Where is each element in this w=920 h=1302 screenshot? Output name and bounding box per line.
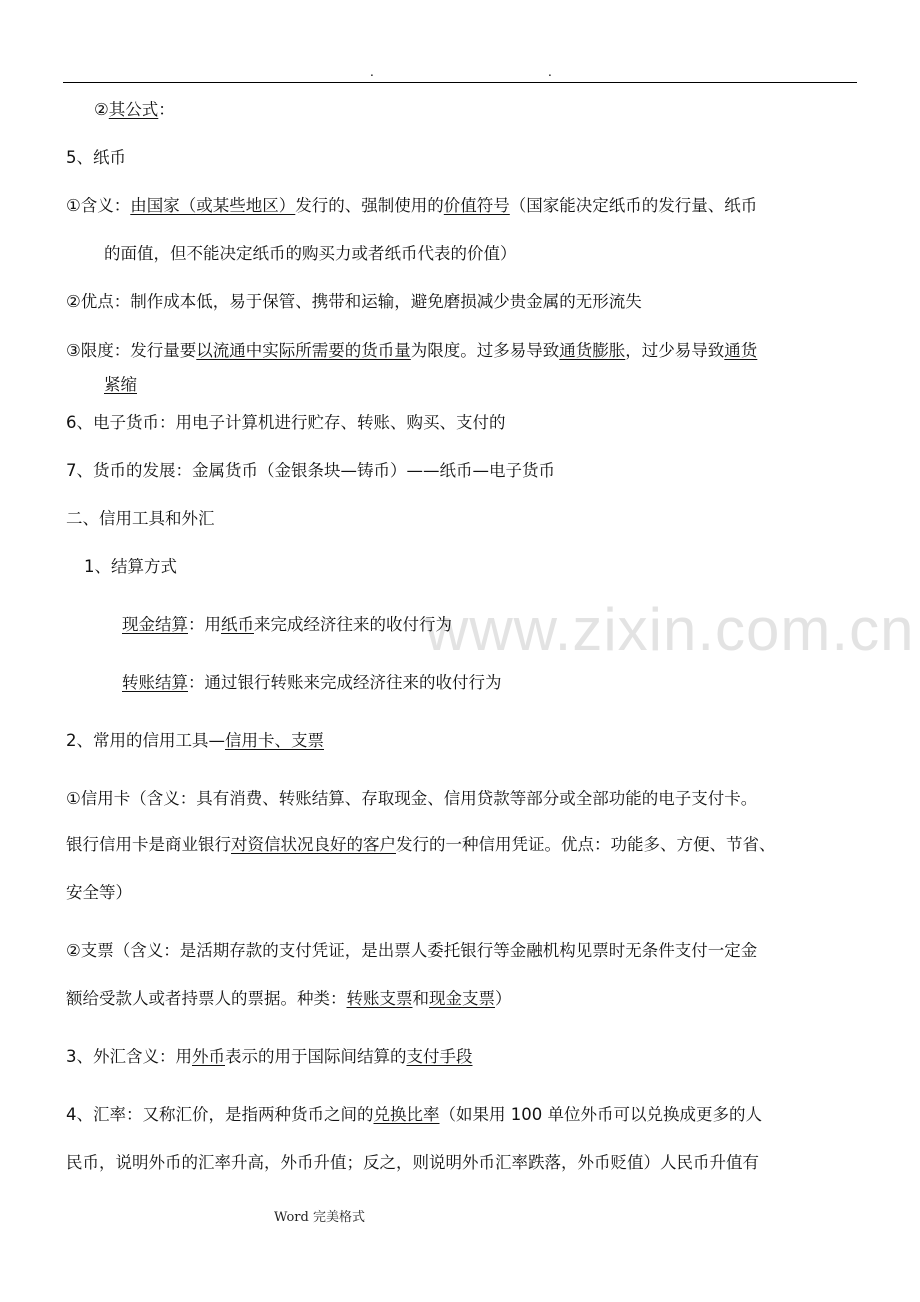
paper-money-meaning-line2: 的面值，但不能决定纸币的购买力或者纸币代表的价值） xyxy=(104,244,517,263)
section-2-title: 二、信用工具和外汇 xyxy=(66,509,215,528)
exchange-rate-line2: 民币，说明外币的汇率升高，外币升值；反之，则说明外币汇率跌落，外币贬值）人民币升值有 xyxy=(66,1153,759,1172)
credit-card-line2: 银行信用卡是商业银行对资信状况良好的客户发行的一种信用凭证。优点：功能多、方便、节省、 xyxy=(66,835,776,854)
paper-money-title: 5、纸币 xyxy=(66,148,126,167)
formula-heading: ②其公式： xyxy=(94,100,175,119)
electronic-money: 6、电子货币：用电子计算机进行贮存、转账、购买、支付的 xyxy=(66,413,506,432)
credit-card-line1: ①信用卡（含义：具有消费、转账结算、存取现金、信用贷款等部分或全部功能的电子支付卡。 xyxy=(66,789,758,808)
forex-definition: 3、外汇含义：用外币表示的用于国际间结算的支付手段 xyxy=(66,1047,473,1066)
paper-money-limit-line2: 紧缩 xyxy=(104,375,137,394)
settlement-title: 1、结算方式 xyxy=(84,557,177,576)
paper-money-limit-line1: ③限度：发行量要以流通中实际所需要的货币量为限度。过多易导致通货膨胀，过少易导致通货 xyxy=(66,341,758,360)
transfer-settlement: 转账结算：通过银行转账来完成经济往来的收付行为 xyxy=(122,673,502,692)
money-development: 7、货币的发展：金属货币（金银条块—铸币）——纸币—电子货币 xyxy=(66,461,555,480)
exchange-rate-line1: 4、汇率：又称汇价，是指两种货币之间的兑换比率（如果用 100 单位外币可以兑换成更多的人 xyxy=(66,1105,762,1124)
paper-money-advantage: ②优点：制作成本低，易于保管、携带和运输，避免磨损减少贵金属的无形流失 xyxy=(66,292,642,311)
cash-settlement: 现金结算：用纸币来完成经济往来的收付行为 xyxy=(122,615,452,634)
paper-money-meaning-line1: ①含义：由国家（或某些地区）发行的、强制使用的价值符号（国家能决定纸币的发行量、纸币 xyxy=(66,196,758,215)
footer: Word 完美格式 xyxy=(274,1210,365,1225)
credit-card-line3: 安全等） xyxy=(66,883,132,902)
header-rule xyxy=(63,82,857,83)
credit-tools-title: 2、常用的信用工具—信用卡、支票 xyxy=(66,731,324,750)
header-dot-left: . xyxy=(370,65,374,79)
cheque-line2: 额给受款人或者持票人的票据。种类：转账支票和现金支票） xyxy=(66,989,512,1008)
header-dot-right: . xyxy=(548,65,552,79)
watermark: www.zixin.com.cn xyxy=(425,596,915,663)
cheque-line1: ②支票（含义：是活期存款的支付凭证，是出票人委托银行等金融机构见票时无条件支付一定金 xyxy=(66,941,758,960)
